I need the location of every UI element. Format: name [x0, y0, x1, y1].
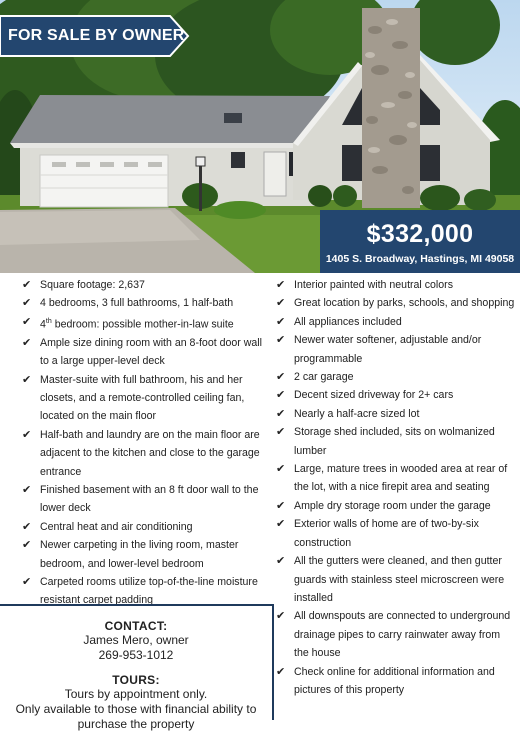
contact-heading: CONTACT: [104, 619, 168, 633]
tours-line-2: Only available to those with financial ability to [15, 702, 257, 716]
tours-heading: TOURS: [112, 673, 160, 687]
feature-text-line: lumber [294, 444, 327, 457]
tours-line-1: Tours by appointment only. [64, 687, 208, 701]
feature-item [276, 460, 516, 497]
checkmark-icon: ✔ [276, 333, 286, 347]
feature-text-line: located on the main floor [40, 410, 157, 423]
feature-item [276, 607, 516, 662]
checkmark-icon: ✔ [22, 278, 32, 291]
feature-text-line: Ample size dining room with an 8-foot door wall [40, 336, 262, 349]
feature-text: All appliances included [294, 315, 402, 328]
feature-text-line: guards with stainless steel microscreen were [294, 573, 505, 586]
house-photo [0, 0, 520, 273]
feature-item [276, 423, 516, 460]
feature-text-line: pictures of this property [294, 683, 405, 696]
feature-text-line: Exterior walls of home are of two-by-six [294, 518, 479, 531]
feature-text-line: construction [294, 536, 352, 549]
checkmark-icon: ✔ [276, 554, 286, 568]
feature-item [276, 276, 516, 294]
checkmark-icon: ✔ [276, 370, 286, 384]
feature-text-line: All downspouts are connected to underground [294, 610, 511, 623]
tours-line-3: purchase the property [77, 717, 195, 731]
checkmark-icon: ✔ [276, 296, 286, 310]
feature-text-line: the house [294, 647, 341, 660]
checkmark-icon: ✔ [276, 314, 286, 328]
feature-item [22, 426, 272, 481]
features-left-list [22, 276, 272, 610]
feature-item [276, 663, 516, 700]
checkmark-icon: ✔ [276, 462, 286, 476]
feature-text-line: entrance [40, 465, 82, 478]
feature-item [276, 515, 516, 552]
feature-item [22, 294, 272, 312]
feature-text-line: Check online for additional information and [294, 665, 495, 678]
feature-item [276, 552, 516, 607]
contact-box [0, 604, 274, 731]
feature-text-line: resistant carpet padding [40, 594, 154, 607]
checkmark-icon: ✔ [276, 517, 286, 531]
feature-text-line: Large, mature trees in wooded area at rear of [294, 463, 508, 476]
feature-text-line: programmable [294, 352, 363, 365]
feature-item [276, 368, 516, 386]
feature-item [276, 405, 516, 423]
feature-text: Square footage: 2,637 [40, 279, 145, 291]
feature-text-line: Master-suite with full bathroom, his and her [40, 373, 243, 386]
checkmark-icon: ✔ [276, 278, 286, 291]
checkmark-icon: ✔ [22, 314, 32, 328]
feature-item [276, 497, 516, 515]
checkmark-icon: ✔ [22, 575, 32, 589]
feature-text: 2 car garage [294, 371, 354, 384]
checkmark-icon: ✔ [276, 609, 286, 623]
checkmark-icon: ✔ [22, 335, 32, 349]
feature-text-line: lower deck [40, 502, 91, 515]
feature-text-line: to a large upper-level deck [40, 355, 165, 368]
checkmark-icon: ✔ [22, 519, 32, 533]
feature-text-line: Storage shed included, sits on wolmanized [294, 426, 495, 439]
feature-text: Nearly a half-acre sized lot [294, 407, 420, 420]
banner-text: FOR SALE BY OWNER [8, 27, 185, 44]
feature-item [22, 371, 272, 426]
feature-text: Central heat and air conditioning [40, 520, 193, 533]
feature-text-line: bedroom, and lower-level bedroom [40, 557, 204, 570]
feature-text-sup: th [45, 317, 52, 325]
feature-text-line: drainage pipes to carry rainwater away from [294, 628, 501, 641]
contact-phone: 269-953-1012 [98, 648, 174, 662]
checkmark-icon: ✔ [22, 483, 32, 496]
feature-item [276, 331, 516, 368]
feature-item [22, 276, 272, 294]
feature-text-line: Carpeted rooms utilize top-of-the-line moisture [40, 576, 258, 589]
checkmark-icon: ✔ [22, 296, 32, 310]
feature-item [276, 313, 516, 331]
feature-item [22, 334, 272, 371]
checkmark-icon: ✔ [22, 372, 32, 386]
feature-text-line: Half-bath and laundry are on the main floor are [40, 428, 260, 441]
checkmark-icon: ✔ [276, 498, 286, 512]
checkmark-icon: ✔ [276, 425, 286, 439]
feature-text: Interior painted with neutral colors [294, 279, 453, 291]
feature-text-prefix: 4 [40, 318, 46, 331]
feature-item [22, 536, 272, 573]
checkmark-icon: ✔ [22, 427, 32, 441]
feature-text-line: Newer water softener, adjustable and/or [294, 334, 482, 347]
checkmark-icon: ✔ [276, 406, 286, 420]
contact-name: James Mero, owner [83, 633, 189, 647]
price-box [320, 210, 520, 273]
feature-text-line: the lot, with a nice firepit area and seating [294, 481, 490, 494]
feature-text: Decent sized driveway for 2+ cars [294, 389, 454, 402]
feature-item [276, 294, 516, 312]
feature-text [40, 313, 272, 334]
feature-text-line: All the gutters were cleaned, and then gutter [294, 555, 502, 568]
feature-text-line: adjacent to the kitchen and close to the garage [40, 447, 260, 460]
feature-text-line: closets, and a remote-controlled ceiling fan, [40, 391, 245, 404]
feature-text: Ample dry storage room under the garage [294, 499, 491, 512]
feature-text: Great location by parks, schools, and shopping [294, 297, 515, 310]
listing-address: 1405 S. Broadway, Hastings, MI 49058 [325, 253, 515, 265]
feature-text-line: installed [294, 591, 333, 604]
checkmark-icon: ✔ [276, 664, 286, 678]
feature-text: 4 bedrooms, 3 full bathrooms, 1 half-bath [40, 297, 234, 310]
checkmark-icon: ✔ [22, 538, 32, 552]
feature-item [22, 518, 272, 536]
feature-text-line: Finished basement with an 8 ft door wall to the [40, 484, 259, 496]
features-right-list [276, 276, 516, 699]
feature-item [22, 313, 272, 334]
feature-text-line: Newer carpeting in the living room, master [40, 539, 239, 552]
listing-price: $332,000 [366, 220, 474, 248]
feature-item [22, 481, 272, 518]
checkmark-icon: ✔ [276, 388, 286, 402]
for-sale-banner [0, 16, 188, 56]
feature-text-rest: bedroom: possible mother-in-law suite [51, 318, 234, 331]
feature-item [276, 386, 516, 404]
